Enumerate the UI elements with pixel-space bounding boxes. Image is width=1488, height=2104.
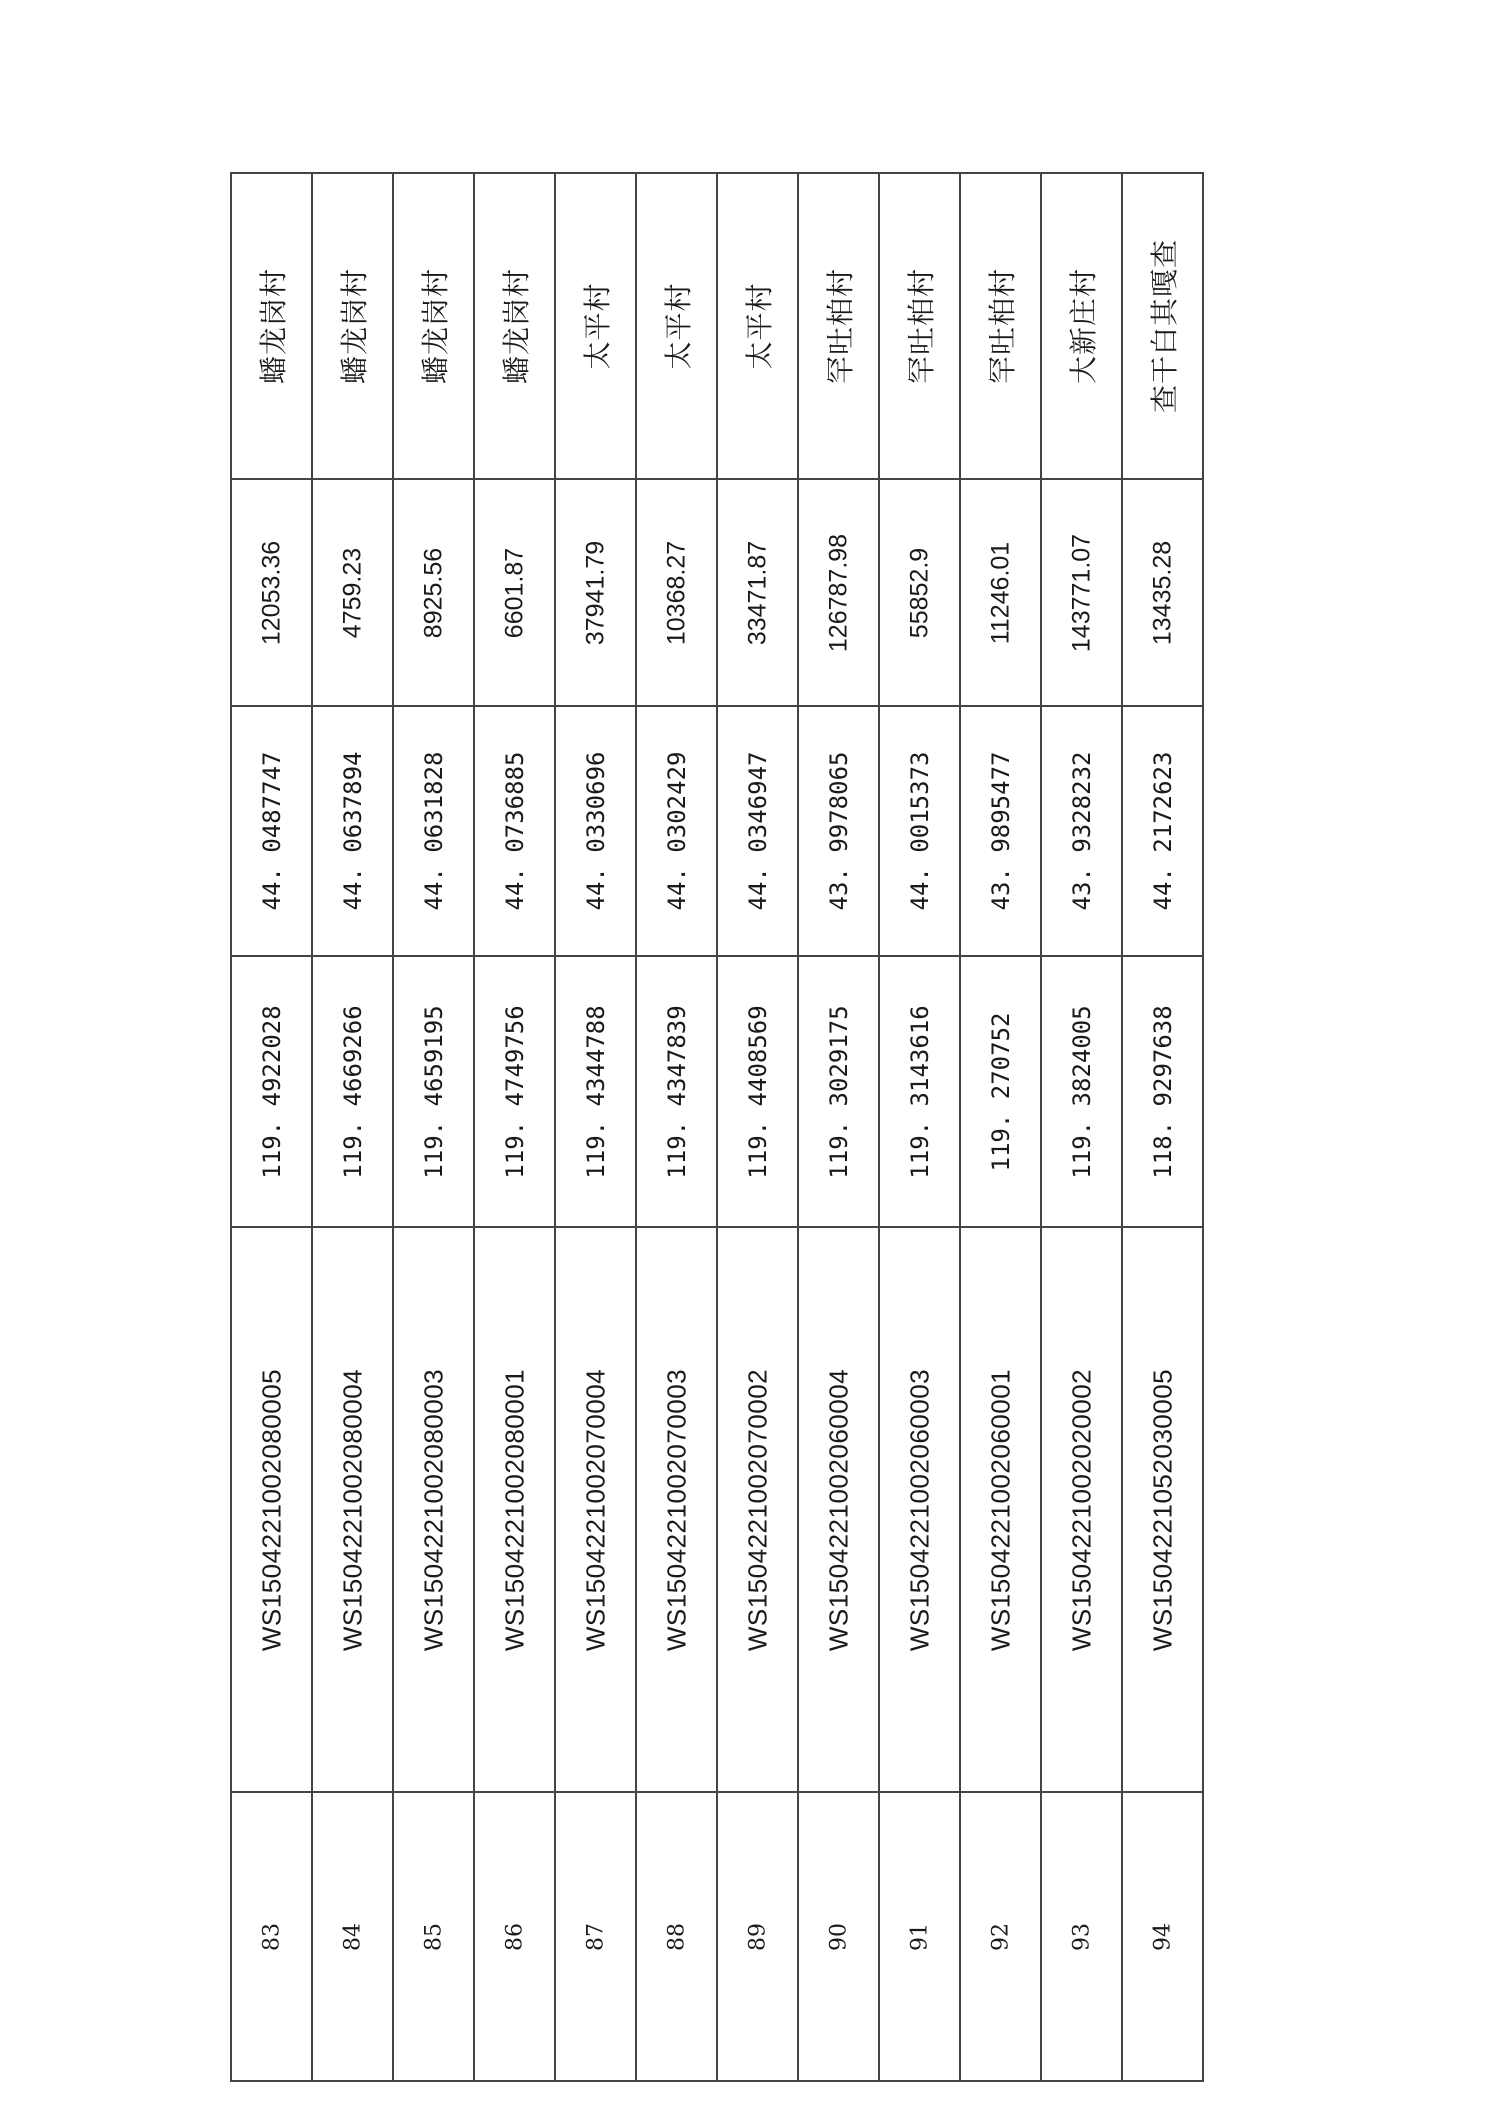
index-cell-text: 94 xyxy=(1150,1922,1175,1951)
longitude-cell xyxy=(718,957,797,1228)
code-cell xyxy=(637,1228,716,1793)
latitude-cell-text: 44. 0637894 xyxy=(338,751,367,911)
longitude-cell-text: 119. 4408569 xyxy=(743,1004,772,1179)
longitude-cell xyxy=(394,957,473,1228)
code-cell xyxy=(232,1228,311,1793)
latitude-cell xyxy=(232,707,311,957)
area-cell-text: 37941.79 xyxy=(581,540,609,645)
longitude-cell-text: 119. 270752 xyxy=(986,1012,1015,1171)
longitude-cell xyxy=(1042,957,1121,1228)
index-cell-text: 92 xyxy=(988,1922,1013,1951)
village-cell-text: 蟠龙岗村 xyxy=(256,267,290,385)
code-cell xyxy=(556,1228,635,1793)
index-cell xyxy=(799,1793,878,2082)
latitude-cell xyxy=(475,707,554,957)
code-cell-text: WS1504221002060001 xyxy=(985,1368,1015,1651)
area-cell-text: 4759.23 xyxy=(338,547,366,638)
area-cell-text: 12053.36 xyxy=(257,540,285,645)
latitude-cell-text: 44. 0302429 xyxy=(662,751,691,911)
area-cell xyxy=(637,480,716,707)
latitude-cell-text: 44. 0015373 xyxy=(905,751,934,911)
code-cell xyxy=(1123,1228,1202,1793)
area-cell-text: 13435.28 xyxy=(1148,540,1176,645)
village-cell xyxy=(637,174,716,480)
area-cell xyxy=(475,480,554,707)
latitude-cell-text: 44. 0330696 xyxy=(581,751,610,911)
area-cell xyxy=(232,480,311,707)
latitude-cell xyxy=(394,707,473,957)
village-cell xyxy=(961,174,1040,480)
index-cell-text: 89 xyxy=(745,1922,770,1951)
village-cell-text: 大新庄村 xyxy=(1066,267,1100,385)
area-cell xyxy=(961,480,1040,707)
longitude-cell-text: 119. 3824005 xyxy=(1067,1004,1096,1179)
code-cell xyxy=(394,1228,473,1793)
latitude-cell-text: 43. 9978065 xyxy=(824,751,853,911)
longitude-cell xyxy=(475,957,554,1228)
index-cell-text: 86 xyxy=(502,1922,527,1951)
longitude-cell-text: 119. 3029175 xyxy=(824,1004,853,1179)
area-cell-text: 11246.01 xyxy=(986,541,1014,644)
area-cell xyxy=(556,480,635,707)
longitude-cell-text: 119. 4922028 xyxy=(257,1004,286,1179)
code-cell-text: WS1504221002060003 xyxy=(904,1368,934,1651)
area-cell xyxy=(880,480,959,707)
index-cell xyxy=(718,1793,797,2082)
code-cell-text: WS1504221002080004 xyxy=(337,1368,367,1651)
code-cell-text: WS1504221002070003 xyxy=(661,1368,691,1651)
longitude-cell xyxy=(637,957,716,1228)
latitude-cell xyxy=(718,707,797,957)
area-cell xyxy=(1123,480,1202,707)
index-cell xyxy=(880,1793,959,2082)
latitude-cell-text: 44. 2172623 xyxy=(1148,751,1177,911)
village-cell-text: 太平村 xyxy=(661,282,695,370)
village-cell-text: 罕吐柏村 xyxy=(904,267,938,385)
area-cell-text: 6601.87 xyxy=(500,547,528,638)
index-cell xyxy=(394,1793,473,2082)
longitude-cell xyxy=(232,957,311,1228)
table-row xyxy=(799,174,880,2082)
data-table xyxy=(230,172,1204,2082)
code-cell xyxy=(313,1228,392,1793)
village-cell xyxy=(394,174,473,480)
village-cell-text: 蟠龙岗村 xyxy=(499,267,533,385)
longitude-cell-text: 119. 4659195 xyxy=(419,1004,448,1179)
area-cell-text: 8925.56 xyxy=(419,547,447,638)
table-row xyxy=(394,174,475,2082)
longitude-cell xyxy=(1123,957,1202,1228)
longitude-cell-text: 119. 4344788 xyxy=(581,1004,610,1179)
table-row xyxy=(313,174,394,2082)
code-cell xyxy=(880,1228,959,1793)
longitude-cell-text: 119. 4669266 xyxy=(338,1004,367,1179)
area-cell-text: 10368.27 xyxy=(662,540,690,645)
village-cell xyxy=(799,174,878,480)
latitude-cell xyxy=(313,707,392,957)
index-cell xyxy=(313,1793,392,2082)
index-cell-text: 85 xyxy=(421,1922,446,1951)
table-row xyxy=(718,174,799,2082)
index-cell xyxy=(556,1793,635,2082)
latitude-cell xyxy=(880,707,959,957)
area-cell xyxy=(799,480,878,707)
table-row xyxy=(556,174,637,2082)
table-row xyxy=(1042,174,1123,2082)
area-cell-text: 33471.87 xyxy=(743,540,771,645)
latitude-cell-text: 44. 0346947 xyxy=(743,751,772,911)
index-cell xyxy=(232,1793,311,2082)
area-cell-text: 55852.9 xyxy=(905,547,933,638)
table-row xyxy=(961,174,1042,2082)
village-cell-text: 蟠龙岗村 xyxy=(418,267,452,385)
code-cell xyxy=(961,1228,1040,1793)
index-cell-text: 83 xyxy=(259,1922,284,1951)
longitude-cell xyxy=(556,957,635,1228)
village-cell xyxy=(1042,174,1121,480)
longitude-cell-text: 119. 3143616 xyxy=(905,1004,934,1179)
village-cell xyxy=(556,174,635,480)
longitude-cell xyxy=(313,957,392,1228)
code-cell-text: WS1504221002070004 xyxy=(580,1368,610,1651)
index-cell xyxy=(1123,1793,1202,2082)
longitude-cell xyxy=(961,957,1040,1228)
table-row xyxy=(880,174,961,2082)
village-cell xyxy=(313,174,392,480)
code-cell-text: WS1504221002020002 xyxy=(1066,1368,1096,1651)
index-cell xyxy=(1042,1793,1121,2082)
index-cell-text: 91 xyxy=(907,1922,932,1951)
latitude-cell-text: 44. 0631828 xyxy=(419,751,448,911)
area-cell xyxy=(718,480,797,707)
village-cell-text: 罕吐柏村 xyxy=(985,267,1019,385)
code-cell-text: WS1504221002080001 xyxy=(499,1368,529,1651)
village-cell xyxy=(880,174,959,480)
latitude-cell xyxy=(1042,707,1121,957)
area-cell xyxy=(313,480,392,707)
table-row xyxy=(1123,174,1204,2082)
village-cell-text: 蟠龙岗村 xyxy=(337,267,371,385)
area-cell xyxy=(1042,480,1121,707)
code-cell-text: WS1504221002080003 xyxy=(418,1368,448,1651)
index-cell xyxy=(475,1793,554,2082)
table-row xyxy=(232,174,313,2082)
index-cell-text: 88 xyxy=(664,1922,689,1951)
code-cell-text: WS1504221002060004 xyxy=(823,1368,853,1651)
longitude-cell-text: 119. 4749756 xyxy=(500,1004,529,1179)
index-cell xyxy=(961,1793,1040,2082)
latitude-cell-text: 44. 0487747 xyxy=(257,751,286,911)
index-cell-text: 87 xyxy=(583,1922,608,1951)
code-cell-text: WS1504221002070002 xyxy=(742,1368,772,1651)
village-cell xyxy=(232,174,311,480)
latitude-cell-text: 43. 9328232 xyxy=(1067,751,1096,911)
index-cell xyxy=(637,1793,716,2082)
village-cell-text: 太平村 xyxy=(742,282,776,370)
area-cell-text: 126787.98 xyxy=(824,533,852,652)
village-cell-text: 罕吐柏村 xyxy=(823,267,857,385)
table-row xyxy=(475,174,556,2082)
longitude-cell xyxy=(799,957,878,1228)
code-cell-text: WS1504221052030005 xyxy=(1147,1368,1177,1651)
latitude-cell-text: 44. 0736885 xyxy=(500,751,529,911)
index-cell-text: 84 xyxy=(340,1922,365,1951)
area-cell xyxy=(394,480,473,707)
latitude-cell xyxy=(799,707,878,957)
code-cell xyxy=(718,1228,797,1793)
longitude-cell-text: 118. 9297638 xyxy=(1148,1004,1177,1179)
area-cell-text: 143771.07 xyxy=(1067,533,1095,652)
latitude-cell xyxy=(1123,707,1202,957)
code-cell-text: WS1504221002080005 xyxy=(256,1368,286,1651)
village-cell xyxy=(718,174,797,480)
longitude-cell-text: 119. 4347839 xyxy=(662,1004,691,1179)
latitude-cell xyxy=(556,707,635,957)
latitude-cell xyxy=(961,707,1040,957)
index-cell-text: 93 xyxy=(1069,1922,1094,1951)
village-cell-text: 太平村 xyxy=(580,282,614,370)
village-cell xyxy=(1123,174,1202,480)
code-cell xyxy=(799,1228,878,1793)
code-cell xyxy=(1042,1228,1121,1793)
latitude-cell xyxy=(637,707,716,957)
index-cell-text: 90 xyxy=(826,1922,851,1951)
table-row xyxy=(637,174,718,2082)
village-cell xyxy=(475,174,554,480)
code-cell xyxy=(475,1228,554,1793)
village-cell-text: 查干白其嘎查 xyxy=(1147,238,1181,414)
longitude-cell xyxy=(880,957,959,1228)
latitude-cell-text: 43. 9895477 xyxy=(986,751,1015,911)
